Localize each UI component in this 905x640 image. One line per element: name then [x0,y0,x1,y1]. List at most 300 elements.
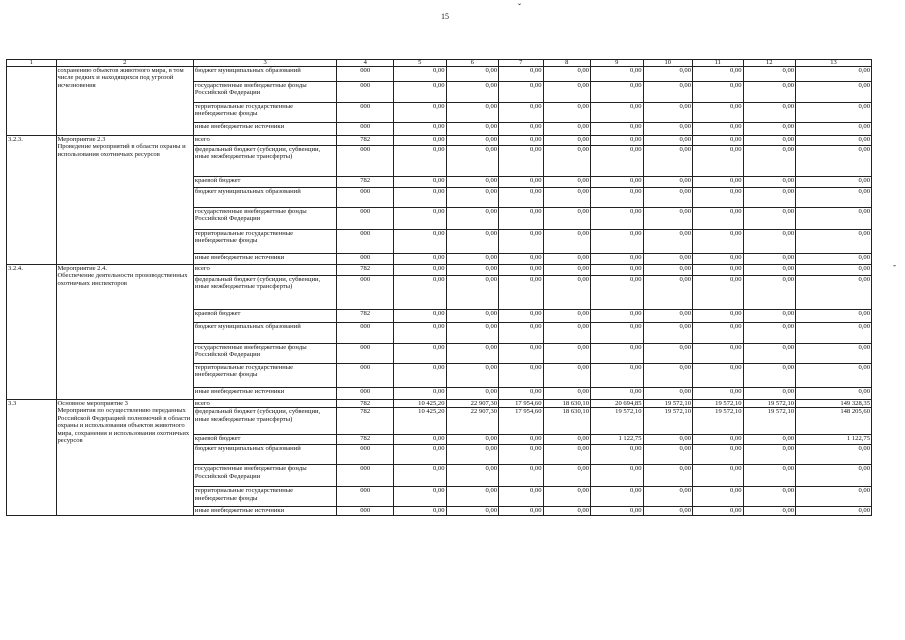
funding-source: иные внебюджетные источники [193,388,336,400]
funding-source: федеральный бюджет (субсидии, субвенции, иные межбюджетные трансферты) [193,146,336,177]
amount-cell: 0,00 [796,230,872,254]
amount-cell: 0,00 [446,188,499,208]
amount-cell: 0,00 [590,507,643,516]
amount-cell: 0,00 [590,103,643,123]
amount-cell: 0,00 [393,265,446,276]
funding-source: всего [193,136,336,146]
amount-cell: 0,00 [590,177,643,188]
amount-cell: 0,00 [643,67,693,82]
amount-cell: 0,00 [743,507,796,516]
funding-source: краевой бюджет [193,177,336,188]
amount-cell: 0,00 [499,146,543,177]
amount-cell: 19 572,10 [743,408,796,435]
amount-cell: 0,00 [693,103,744,123]
amount-cell: 0,00 [446,445,499,465]
column-number: 2 [56,60,193,67]
amount-cell: 0,00 [643,388,693,400]
amount-cell: 0,00 [393,254,446,265]
amount-cell: 18 630,10 [543,408,590,435]
amount-cell: 0,00 [693,364,744,388]
amount-cell: 0,00 [393,177,446,188]
amount-cell: 0,00 [590,445,643,465]
budget-code: 000 [337,208,394,230]
funding-source: государственные внебюджетные фонды Российской Федерации [193,82,336,103]
amount-cell: 0,00 [446,67,499,82]
amount-cell: 0,00 [643,136,693,146]
amount-cell: 0,00 [643,310,693,323]
amount-cell: 0,00 [796,123,872,136]
amount-cell: 0,00 [590,487,643,507]
funding-source: территориальные государственные внебюджетные фонды [193,364,336,388]
amount-cell: 0,00 [693,265,744,276]
amount-cell: 0,00 [743,123,796,136]
amount-cell: 0,00 [499,276,543,310]
amount-cell: 0,00 [693,67,744,82]
amount-cell: 0,00 [743,465,796,487]
funding-source: бюджет муниципальных образований [193,188,336,208]
amount-cell: 0,00 [643,230,693,254]
amount-cell: 0,00 [743,310,796,323]
budget-code: 000 [337,103,394,123]
column-number: 9 [590,60,643,67]
amount-cell: 0,00 [796,254,872,265]
amount-cell: 0,00 [446,344,499,364]
table-row [7,67,872,82]
table-row [7,400,872,408]
amount-cell: 0,00 [393,445,446,465]
item-title: Мероприятие 2.3 Проведение мероприятий в области охраны и использования охотничьих ресурсов [56,136,193,265]
amount-cell: 0,00 [743,276,796,310]
budget-code: 782 [337,310,394,323]
amount-cell: 0,00 [590,230,643,254]
budget-code: 000 [337,230,394,254]
amount-cell: 149 328,35 [796,400,872,408]
amount-cell: 0,00 [446,254,499,265]
amount-cell: 0,00 [499,435,543,445]
amount-cell: 0,00 [796,208,872,230]
amount-cell: 0,00 [499,177,543,188]
amount-cell: 0,00 [446,136,499,146]
amount-cell: 0,00 [499,136,543,146]
amount-cell: 0,00 [796,276,872,310]
amount-cell: 0,00 [446,276,499,310]
amount-cell: 0,00 [643,146,693,177]
amount-cell: 0,00 [796,103,872,123]
page-number: 15 [441,12,449,21]
amount-cell: 0,00 [393,230,446,254]
column-number: 13 [796,60,872,67]
budget-code: 000 [337,344,394,364]
amount-cell: 0,00 [393,465,446,487]
amount-cell: 0,00 [743,435,796,445]
column-number: 11 [693,60,744,67]
amount-cell: 0,00 [499,344,543,364]
amount-cell: 0,00 [693,445,744,465]
amount-cell: 0,00 [499,188,543,208]
amount-cell: 19 572,10 [693,408,744,435]
amount-cell: 0,00 [643,364,693,388]
funding-source: федеральный бюджет (субсидии, субвенции, иные межбюджетные трансферты) [193,276,336,310]
funding-source: государственные внебюджетные фонды Российской Федерации [193,208,336,230]
table-row [7,265,872,276]
amount-cell: 0,00 [543,254,590,265]
amount-cell: 0,00 [643,265,693,276]
funding-source: иные внебюджетные источники [193,123,336,136]
amount-cell: 0,00 [590,364,643,388]
column-number: 4 [337,60,394,67]
amount-cell: 0,00 [446,82,499,103]
amount-cell: 0,00 [543,364,590,388]
amount-cell: 0,00 [543,445,590,465]
amount-cell: 0,00 [693,188,744,208]
amount-cell: 0,00 [590,136,643,146]
amount-cell: 0,00 [590,323,643,344]
amount-cell: 0,00 [446,177,499,188]
amount-cell: 0,00 [590,388,643,400]
amount-cell: 17 954,60 [499,408,543,435]
amount-cell: 0,00 [643,507,693,516]
amount-cell: 0,00 [393,487,446,507]
budget-code: 782 [337,265,394,276]
header-row [7,60,872,67]
amount-cell: 0,00 [693,254,744,265]
amount-cell: 17 954,60 [499,400,543,408]
budget-code: 000 [337,254,394,265]
amount-cell: 0,00 [743,344,796,364]
amount-cell: 0,00 [743,208,796,230]
amount-cell: 0,00 [446,465,499,487]
amount-cell: 0,00 [693,344,744,364]
amount-cell: 22 907,30 [446,400,499,408]
amount-cell: 0,00 [796,188,872,208]
amount-cell: 0,00 [499,310,543,323]
amount-cell: 0,00 [393,435,446,445]
amount-cell: 0,00 [590,146,643,177]
amount-cell: 0,00 [743,136,796,146]
amount-cell: 0,00 [743,445,796,465]
amount-cell: 0,00 [446,230,499,254]
funding-source: федеральный бюджет (субсидии, субвенции, иные межбюджетные трансферты) [193,408,336,435]
amount-cell: 0,00 [590,82,643,103]
funding-source: территориальные государственные внебюджетные фонды [193,103,336,123]
amount-cell: 0,00 [643,276,693,310]
item-index: 3.3 [7,400,57,516]
amount-cell: 0,00 [590,208,643,230]
column-number: 5 [393,60,446,67]
edge-mark: - [893,260,896,270]
funding-source: бюджет муниципальных образований [193,67,336,82]
amount-cell: 0,00 [796,82,872,103]
item-title: Мероприятие 2.4. Обеспечение деятельности производственных охотничьих инспекторов [56,265,193,400]
budget-code: 000 [337,276,394,310]
budget-code: 782 [337,435,394,445]
budget-code: 000 [337,364,394,388]
amount-cell: 0,00 [643,254,693,265]
amount-cell: 0,00 [393,507,446,516]
amount-cell: 0,00 [393,208,446,230]
amount-cell: 0,00 [796,136,872,146]
budget-code: 000 [337,123,394,136]
amount-cell: 0,00 [643,445,693,465]
amount-cell: 0,00 [693,487,744,507]
funding-source: краевой бюджет [193,310,336,323]
amount-cell: 0,00 [543,208,590,230]
amount-cell: 10 425,20 [393,400,446,408]
amount-cell: 0,00 [446,435,499,445]
amount-cell: 0,00 [446,103,499,123]
column-number: 6 [446,60,499,67]
amount-cell: 0,00 [796,323,872,344]
amount-cell: 0,00 [393,276,446,310]
budget-table [6,59,872,516]
amount-cell: 0,00 [743,487,796,507]
amount-cell: 0,00 [796,265,872,276]
budget-code: 000 [337,465,394,487]
amount-cell: 0,00 [393,67,446,82]
funding-source: иные внебюджетные источники [193,254,336,265]
amount-cell: 19 572,10 [590,408,643,435]
amount-cell: 0,00 [693,208,744,230]
amount-cell: 0,00 [590,344,643,364]
amount-cell: 0,00 [393,344,446,364]
amount-cell: 10 425,20 [393,408,446,435]
funding-source: территориальные государственные внебюджетные фонды [193,487,336,507]
amount-cell: 20 694,85 [590,400,643,408]
amount-cell: 0,00 [499,230,543,254]
amount-cell: 0,00 [743,188,796,208]
amount-cell: 0,00 [693,276,744,310]
amount-cell: 0,00 [796,146,872,177]
amount-cell: 18 630,10 [543,400,590,408]
amount-cell: 1 122,75 [796,435,872,445]
amount-cell: 0,00 [543,323,590,344]
amount-cell: 0,00 [796,465,872,487]
amount-cell: 0,00 [543,388,590,400]
amount-cell: 0,00 [643,323,693,344]
amount-cell: 0,00 [590,310,643,323]
amount-cell: 0,00 [643,82,693,103]
amount-cell: 0,00 [590,276,643,310]
amount-cell: 0,00 [693,323,744,344]
amount-cell: 0,00 [693,177,744,188]
amount-cell: 0,00 [643,103,693,123]
amount-cell: 0,00 [543,177,590,188]
amount-cell: 0,00 [590,265,643,276]
budget-code: 782 [337,408,394,435]
amount-cell: 0,00 [393,310,446,323]
amount-cell: 0,00 [446,364,499,388]
budget-code: 000 [337,507,394,516]
amount-cell: 0,00 [393,323,446,344]
amount-cell: 148 205,60 [796,408,872,435]
amount-cell: 0,00 [446,388,499,400]
column-number: 1 [7,60,57,67]
amount-cell: 0,00 [693,388,744,400]
column-number: 8 [543,60,590,67]
amount-cell: 1 122,75 [590,435,643,445]
amount-cell: 0,00 [643,123,693,136]
amount-cell: 0,00 [743,230,796,254]
table-body [7,67,872,516]
funding-source: государственные внебюджетные фонды Российской Федерации [193,465,336,487]
amount-cell: 0,00 [393,388,446,400]
amount-cell: 0,00 [499,465,543,487]
amount-cell: 0,00 [543,487,590,507]
amount-cell: 0,00 [543,188,590,208]
amount-cell: 0,00 [743,323,796,344]
amount-cell: 0,00 [743,388,796,400]
amount-cell: 0,00 [796,344,872,364]
budget-code: 000 [337,487,394,507]
amount-cell: 0,00 [693,82,744,103]
amount-cell: 0,00 [796,177,872,188]
amount-cell: 0,00 [543,344,590,364]
budget-code: 782 [337,136,394,146]
budget-code: 000 [337,146,394,177]
amount-cell: 0,00 [693,435,744,445]
funding-source: бюджет муниципальных образований [193,445,336,465]
amount-cell: 0,00 [543,103,590,123]
amount-cell: 0,00 [446,123,499,136]
budget-code: 782 [337,177,394,188]
amount-cell: 19 572,10 [643,408,693,435]
amount-cell: 0,00 [796,310,872,323]
amount-cell: 0,00 [543,230,590,254]
amount-cell: 0,00 [543,265,590,276]
amount-cell: 0,00 [643,188,693,208]
amount-cell: 0,00 [446,507,499,516]
amount-cell: 0,00 [393,146,446,177]
amount-cell: 0,00 [643,344,693,364]
amount-cell: 0,00 [743,82,796,103]
item-title: сохранению объектов животного мира, в том числе редких и находящихся под угрозой исчезновения [56,67,193,136]
amount-cell: 0,00 [693,507,744,516]
amount-cell: 0,00 [446,265,499,276]
amount-cell: 0,00 [499,67,543,82]
amount-cell: 0,00 [796,388,872,400]
amount-cell: 0,00 [796,445,872,465]
amount-cell: 19 572,10 [693,400,744,408]
amount-cell: 19 572,10 [743,400,796,408]
amount-cell: 0,00 [543,276,590,310]
amount-cell: 0,00 [693,146,744,177]
amount-cell: 0,00 [446,146,499,177]
amount-cell: 0,00 [590,254,643,265]
amount-cell: 0,00 [643,208,693,230]
amount-cell: 0,00 [446,310,499,323]
amount-cell: 0,00 [543,507,590,516]
amount-cell: 0,00 [543,310,590,323]
amount-cell: 0,00 [499,487,543,507]
item-index [7,67,57,136]
amount-cell: 0,00 [543,82,590,103]
column-number: 12 [743,60,796,67]
amount-cell: 0,00 [743,146,796,177]
budget-code: 000 [337,323,394,344]
amount-cell: 0,00 [499,364,543,388]
amount-cell: 0,00 [499,445,543,465]
amount-cell: 0,00 [543,136,590,146]
item-index: 3.2.4. [7,265,57,400]
amount-cell: 0,00 [499,82,543,103]
amount-cell: 0,00 [393,103,446,123]
amount-cell: 0,00 [543,123,590,136]
amount-cell: 0,00 [393,82,446,103]
amount-cell: 19 572,10 [643,400,693,408]
amount-cell: 0,00 [693,230,744,254]
amount-cell: 0,00 [796,364,872,388]
top-mark: ˇ [518,2,521,12]
amount-cell: 0,00 [590,188,643,208]
amount-cell: 22 907,30 [446,408,499,435]
amount-cell: 0,00 [693,123,744,136]
funding-source: государственные внебюджетные фонды Российской Федерации [193,344,336,364]
amount-cell: 0,00 [499,507,543,516]
amount-cell: 0,00 [743,265,796,276]
amount-cell: 0,00 [543,67,590,82]
column-number: 3 [193,60,336,67]
amount-cell: 0,00 [693,136,744,146]
amount-cell: 0,00 [543,435,590,445]
amount-cell: 0,00 [643,487,693,507]
column-number: 10 [643,60,693,67]
amount-cell: 0,00 [499,103,543,123]
item-title: Основное мероприятие 3 Мероприятия по осуществлению переданных Российской Федерацией полномочий в области охраны и использования объектов животного мира, сохранения и использования охотничьих ресурсов [56,400,193,516]
budget-code: 000 [337,188,394,208]
amount-cell: 0,00 [796,67,872,82]
amount-cell: 0,00 [693,465,744,487]
amount-cell: 0,00 [446,208,499,230]
budget-code: 000 [337,67,394,82]
funding-source: всего [193,265,336,276]
amount-cell: 0,00 [499,208,543,230]
amount-cell: 0,00 [643,465,693,487]
amount-cell: 0,00 [643,435,693,445]
amount-cell: 0,00 [743,254,796,265]
amount-cell: 0,00 [499,123,543,136]
amount-cell: 0,00 [499,388,543,400]
amount-cell: 0,00 [543,146,590,177]
amount-cell: 0,00 [590,123,643,136]
amount-cell: 0,00 [499,254,543,265]
amount-cell: 0,00 [393,188,446,208]
table-row [7,136,872,146]
funding-source: бюджет муниципальных образований [193,323,336,344]
amount-cell: 0,00 [543,465,590,487]
amount-cell: 0,00 [590,67,643,82]
amount-cell: 0,00 [446,487,499,507]
amount-cell: 0,00 [393,136,446,146]
budget-code: 000 [337,445,394,465]
amount-cell: 0,00 [796,487,872,507]
amount-cell: 0,00 [446,323,499,344]
amount-cell: 0,00 [393,123,446,136]
budget-code: 782 [337,400,394,408]
amount-cell: 0,00 [643,177,693,188]
amount-cell: 0,00 [499,323,543,344]
item-index: 3.2.3. [7,136,57,265]
amount-cell: 0,00 [743,364,796,388]
amount-cell: 0,00 [743,103,796,123]
funding-source: краевой бюджет [193,435,336,445]
funding-source: иные внебюджетные источники [193,507,336,516]
funding-source: всего [193,400,336,408]
amount-cell: 0,00 [393,364,446,388]
column-number: 7 [499,60,543,67]
amount-cell: 0,00 [499,265,543,276]
budget-code: 000 [337,82,394,103]
amount-cell: 0,00 [743,177,796,188]
